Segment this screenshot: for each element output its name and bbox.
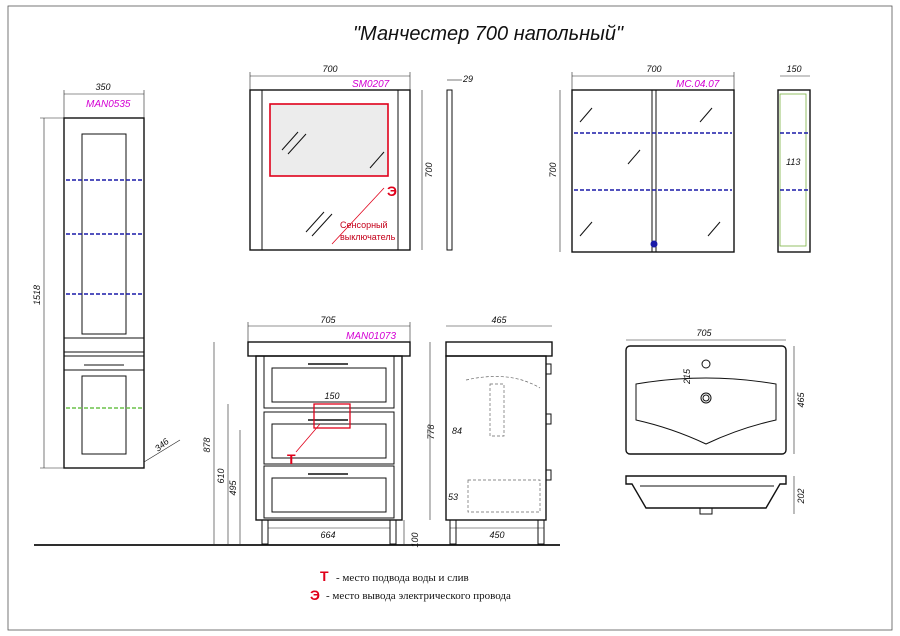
- mirror-view: [250, 64, 473, 250]
- side-d53: 53: [448, 492, 459, 502]
- vanity-front-view: [202, 315, 420, 548]
- switch-label-2: выключатель: [340, 232, 396, 242]
- legend: [310, 568, 511, 603]
- vanity-leg: 100: [410, 532, 420, 548]
- vanity-width: 705: [320, 315, 336, 325]
- mirror-cabinet-view: [548, 64, 810, 252]
- mirror-width: 700: [322, 64, 338, 74]
- mirror-code: SM0207: [352, 79, 390, 90]
- sink-height: 202: [796, 488, 806, 504]
- vanity-h495: 495: [228, 480, 238, 496]
- mirror-height: 700: [424, 162, 434, 178]
- sink-front-view: [626, 476, 806, 514]
- pencil-case-view: [32, 82, 180, 468]
- cabinet-height: 700: [548, 162, 558, 178]
- cabinet-code: MC.04.07: [676, 79, 720, 90]
- vanity-height: 878: [202, 437, 212, 453]
- pencil-case-depth: 346: [152, 436, 171, 454]
- legend-mark-electric: Э: [310, 587, 320, 603]
- vanity-code: MAN01073: [346, 331, 397, 342]
- side-depth-top: 465: [491, 315, 507, 325]
- side-depth-bottom: 450: [489, 530, 505, 540]
- switch-label-1: Сенсорный: [340, 220, 388, 230]
- sink-top-view: [626, 328, 806, 454]
- pencil-case-width: 350: [95, 82, 111, 92]
- vanity-inner: 664: [320, 530, 336, 540]
- cabinet-shelf-dim: 113: [786, 157, 801, 167]
- pencil-case-code: MAN0535: [86, 99, 131, 110]
- vanity-h610: 610: [216, 468, 226, 484]
- pipe-mark: T: [287, 451, 296, 467]
- mirror-depth: 29: [463, 74, 474, 84]
- sink-hole-dim: 215: [682, 368, 692, 384]
- vanity-side-view: [426, 315, 552, 544]
- sink-width: 705: [696, 328, 712, 338]
- side-height: 778: [426, 424, 436, 440]
- socket-mark: Э: [387, 183, 397, 199]
- sink-depth: 465: [796, 392, 806, 408]
- drawing-title: "Манчестер 700 напольный": [352, 23, 624, 45]
- cabinet-width: 700: [646, 64, 662, 74]
- legend-mark-water: T: [320, 568, 329, 584]
- legend-text-electric: - место вывода электрического провода: [326, 590, 511, 602]
- cabinet-depth: 150: [786, 64, 802, 74]
- legend-text-water: - место подвода воды и слив: [336, 572, 469, 584]
- side-d84: 84: [452, 426, 463, 436]
- pipe-dim: 150: [324, 391, 340, 401]
- pencil-case-height: 1518: [32, 284, 42, 306]
